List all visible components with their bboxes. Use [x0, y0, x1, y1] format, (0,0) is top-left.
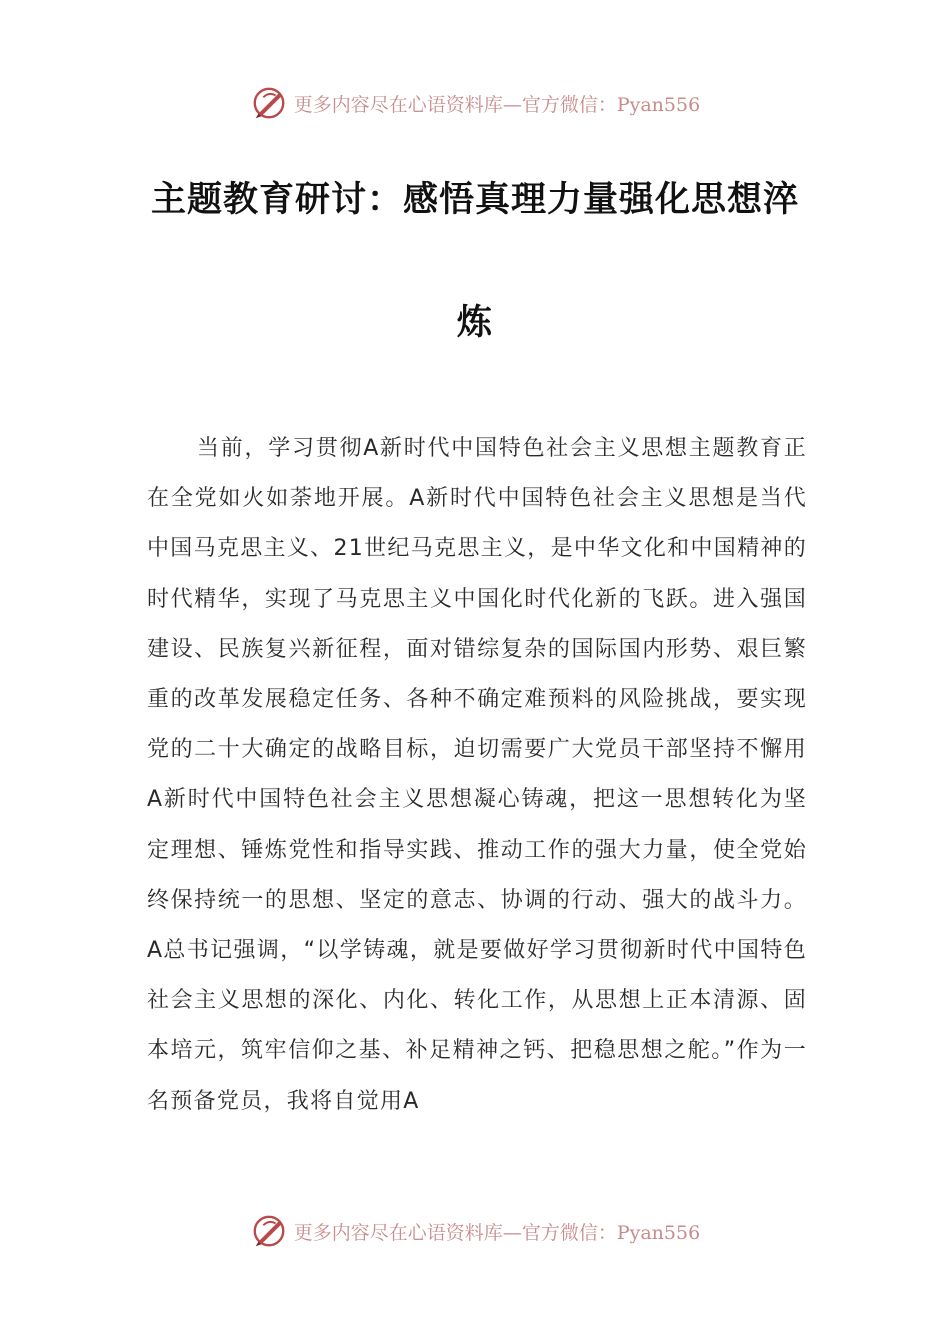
banner-text — [294, 90, 700, 117]
banner-wechat-id: Pyan556 — [616, 93, 701, 116]
banner-separator: — — [502, 93, 522, 116]
banner-separator: — — [502, 1221, 522, 1244]
banner-main-text: 更多内容尽在心语资料库 — [293, 93, 503, 116]
pen-logo-icon — [250, 84, 288, 122]
pen-logo-icon — [250, 1212, 288, 1250]
banner-text — [294, 1218, 700, 1245]
banner-official-label: 官方微信： — [521, 93, 617, 116]
footer-watermark-banner — [0, 1211, 950, 1251]
header-watermark-banner — [0, 83, 950, 123]
document-title-continued: 炼 — [456, 302, 493, 343]
banner-official-label: 官方微信： — [521, 1221, 617, 1244]
body-paragraph: 当前，学习贯彻A新时代中国特色社会主义思想主题教育正在全党如火如荼地开展。A新时代中国特色社会主义思想是当代中国马克思主义、21世纪马克思主义，是中华文化和中国精神的时代精华，实现了马克思主义中国化时代化新的飞跃。进入强国建设、民族复兴新征程，面对错综复杂的国际国内形势、艰巨繁重的改革发展稳定任务、各种不确定难预料的风险挑战，要实现党的二十大确定的战略目标，迫切需要广大党员干部坚持不懈用A新时代中国特色社会主义思想凝心铸魂，把这一思想转化为坚定理想、锤炼党性和指导实践、推动工作的强大力量，使全党始终保持统一的思想、坚定的意志、协调的行动、强大的战斗力。A总书记强调，“以学铸魂，就是要做好学习贯彻新时代中国特色社会主义思想的深化、内化、转化工作，从思想上正本清源、固本培元，筑牢信仰之基、补足精神之钙、把稳思想之舵。”作为一名预备党员，我将自觉用A — [147, 436, 807, 1114]
document-title: 主题教育研讨：感悟真理力量强化思想淬 — [150, 179, 799, 220]
banner-main-text: 更多内容尽在心语资料库 — [293, 1221, 503, 1244]
banner-wechat-id: Pyan556 — [616, 1221, 701, 1244]
